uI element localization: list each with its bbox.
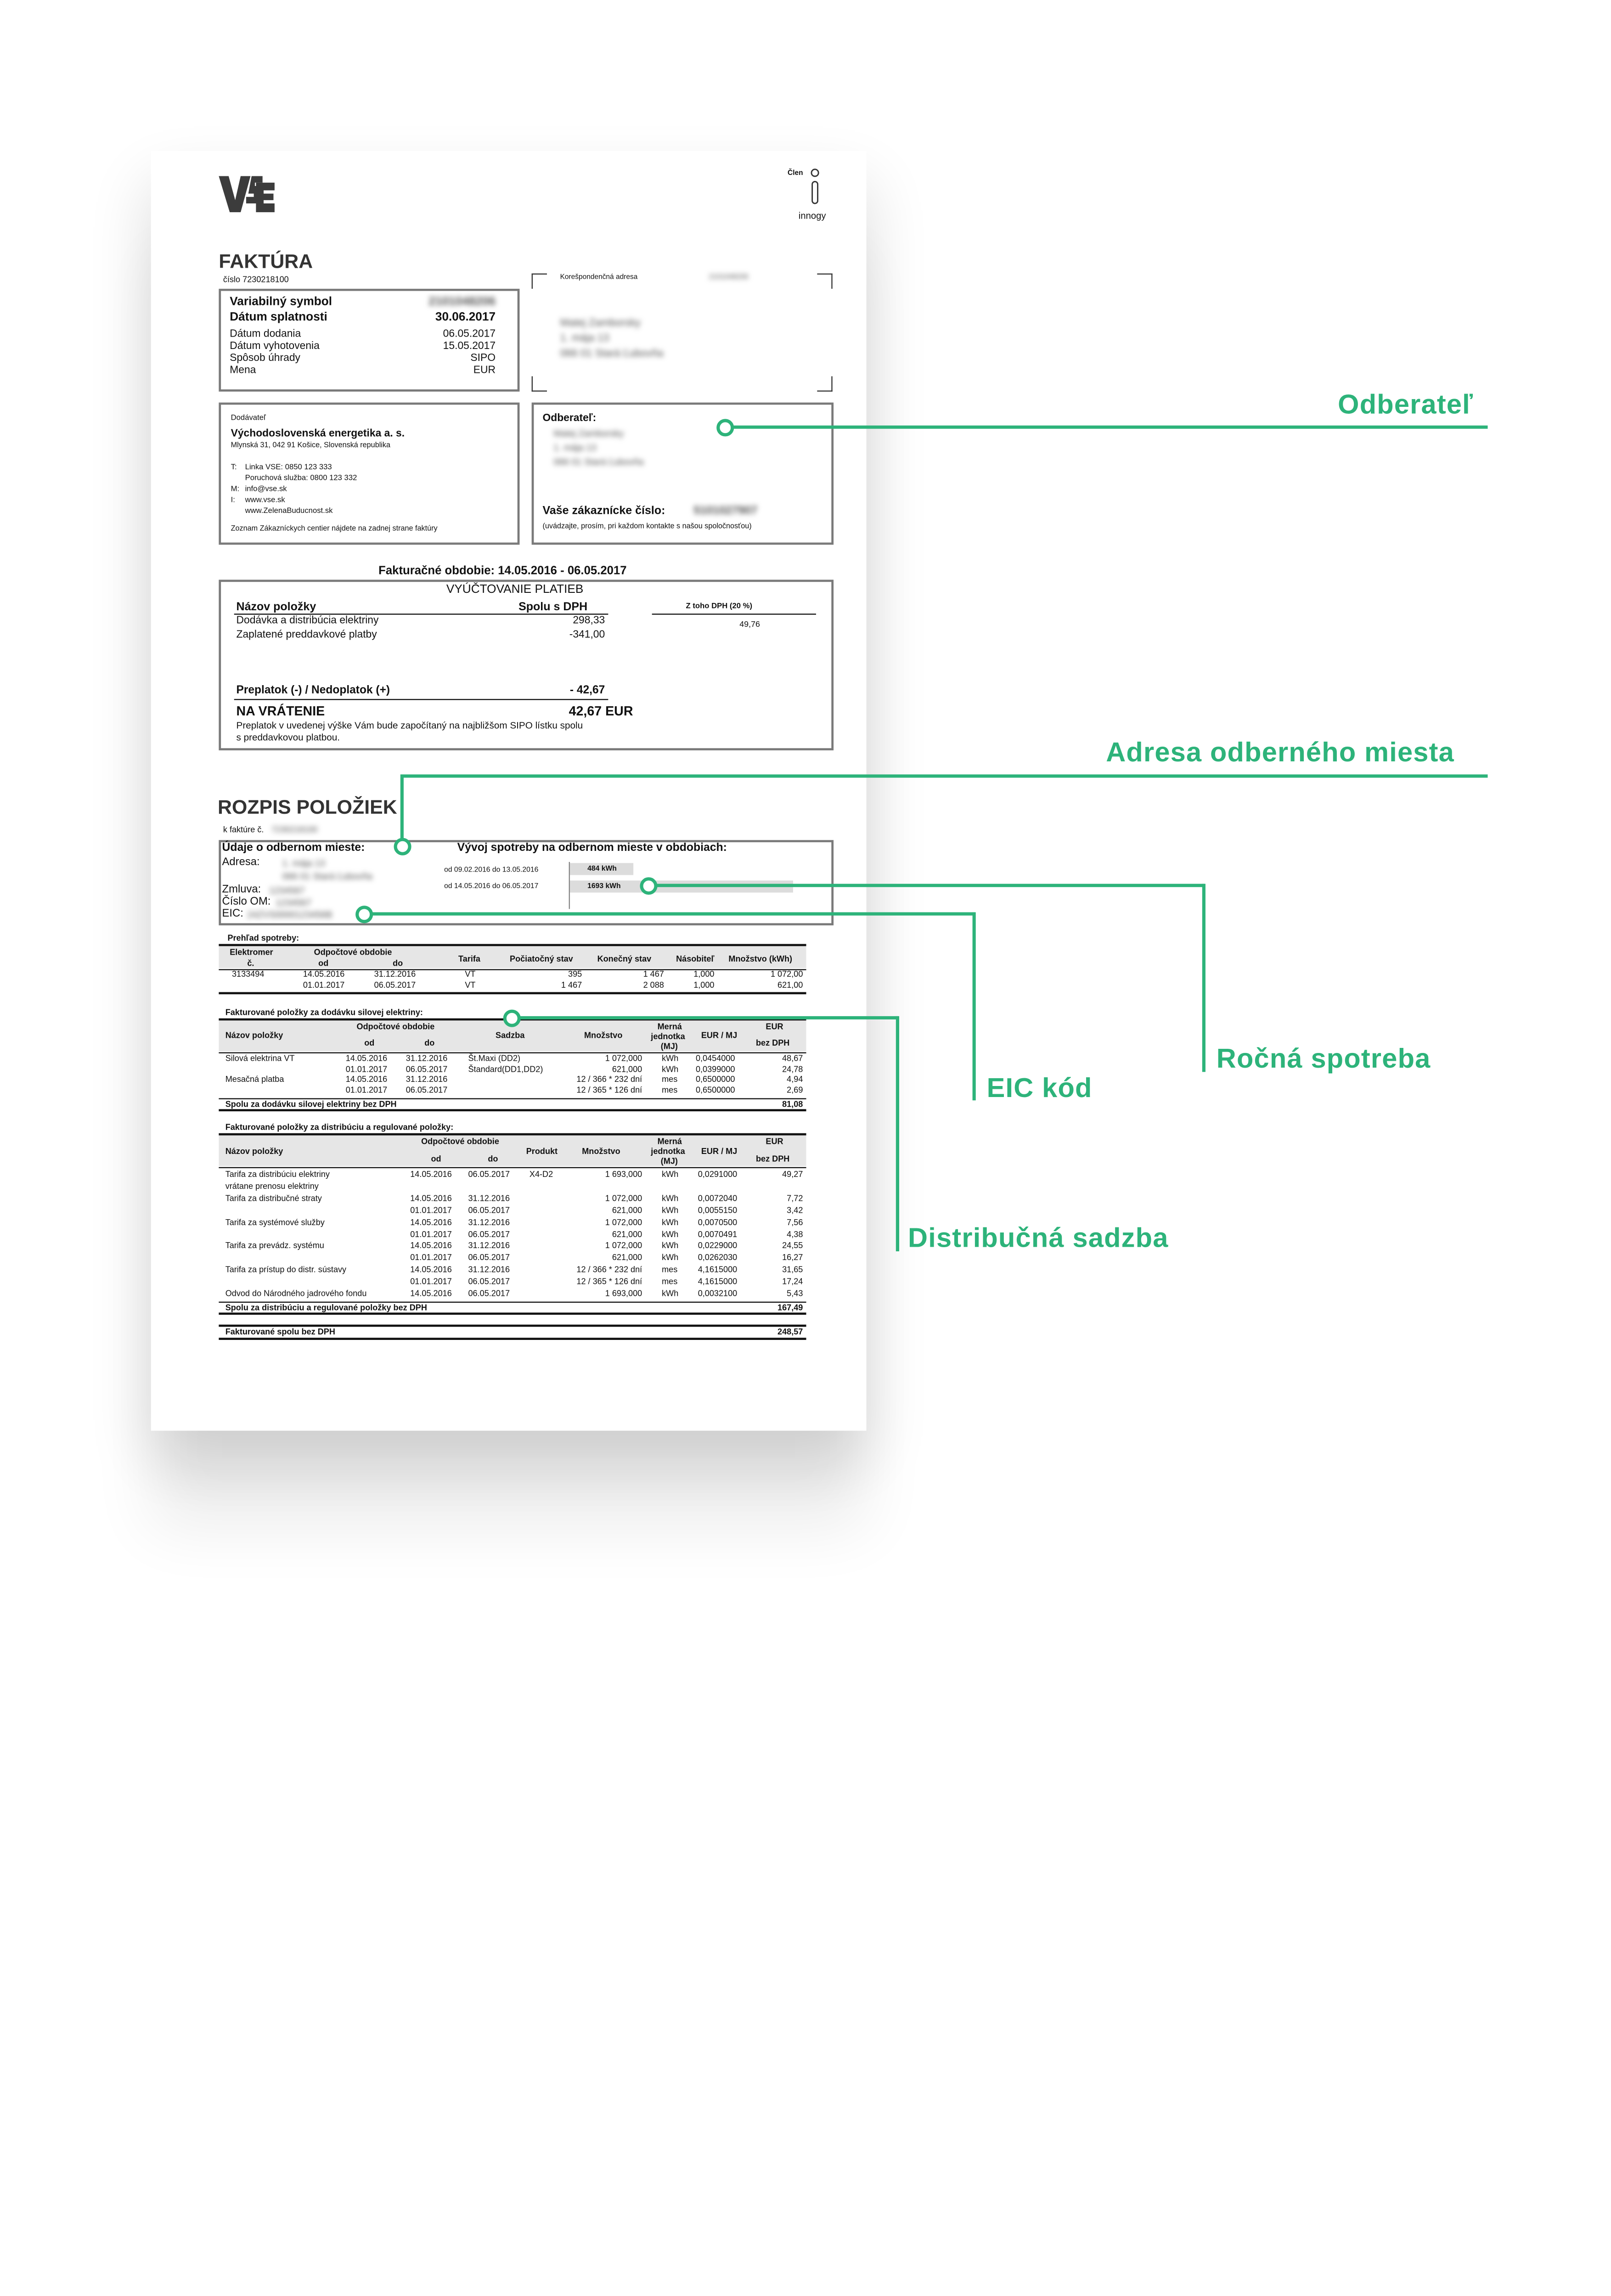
dist-r4-c0: Tarifa za systémové služby	[225, 1217, 325, 1227]
sup-r2-c6: 0,6500000	[695, 1074, 735, 1084]
grand-bottom-rule	[219, 1338, 806, 1340]
place-addr1: 1. mája 13	[282, 857, 325, 869]
supplier-fault-line: Poruchová služba: 0800 123 332	[245, 474, 357, 483]
items-ref: k faktúre č.	[223, 825, 264, 835]
sup-r0-c3: Št.Maxi (DD2)	[468, 1053, 521, 1064]
billing-row2-value: -341,00	[569, 629, 605, 641]
sup-r2-c1: 14.05.2016	[345, 1074, 388, 1084]
dist-r9-c2: 06.05.2017	[468, 1277, 510, 1287]
dist-r3-c1: 01.01.2017	[410, 1205, 452, 1215]
supply-h-rate: Sadzba	[496, 1030, 525, 1041]
billing-row2-name: Zaplatené preddavkové platby	[236, 629, 377, 641]
callout-annual-label: Ročná spotreba	[1216, 1043, 1431, 1075]
corner-bl	[532, 376, 547, 391]
dist-r7-c5: kWh	[662, 1253, 679, 1263]
cons-r1-c7: 621,00	[777, 979, 803, 990]
sup-r2-c5: mes	[662, 1074, 678, 1084]
dist-r2-c1: 14.05.2016	[410, 1193, 452, 1203]
dist-h-from: od	[431, 1154, 441, 1164]
dist-r9-c5: mes	[662, 1277, 678, 1287]
callout-rate-label: Distribučná sadzba	[908, 1223, 1169, 1254]
sup-r1-c5: kWh	[662, 1064, 679, 1074]
sup-r1-c4: 621,000	[612, 1064, 642, 1074]
supplier-hotline: Linka VSE: 0850 123 333	[245, 463, 332, 472]
sup-r0-c0: Silová elektrina VT	[225, 1053, 295, 1064]
dist-h-eurmj: EUR / MJ	[701, 1146, 738, 1156]
supplier-web2[interactable]: www.ZelenaBuducnost.sk	[245, 507, 333, 515]
corner-tr	[817, 274, 832, 289]
callout-rate-hline	[511, 1016, 898, 1019]
supplier-i-key: I:	[231, 496, 235, 505]
supply-h-eur: EUR	[766, 1021, 783, 1032]
supply-h-unit2: jednotka	[651, 1031, 685, 1041]
dist-r2-c2: 31.12.2016	[468, 1193, 510, 1203]
billing-col-total: Spolu s DPH	[518, 600, 588, 614]
dist-total-label: Spolu za distribúciu a regulované položky bez DPH	[225, 1302, 427, 1313]
dist-r4-c1: 14.05.2016	[410, 1217, 452, 1227]
callout-customer-label: Odberateľ	[1338, 389, 1474, 420]
dist-r4-c2: 31.12.2016	[468, 1217, 510, 1227]
billing-vat-rule	[652, 613, 816, 614]
dist-r0-c5: kWh	[662, 1169, 679, 1179]
supply-h-unit3: (MJ)	[660, 1041, 678, 1052]
dist-r0-c4: 1 693,000	[605, 1169, 642, 1179]
consumption-h-meter: Elektromer	[230, 947, 273, 957]
dist-h-unit3: (MJ)	[660, 1156, 678, 1166]
sup-r0-c4: 1 072,000	[605, 1053, 642, 1064]
customer-note: (uvádzajte, prosím, pri každom kontakte s našou spoločnosťou)	[542, 523, 752, 531]
consumption-title: Prehľad spotreby:	[227, 933, 299, 943]
payment-label: Spôsob úhrady	[230, 352, 300, 365]
dist-r1-c0: vrátane prenosu elektriny	[225, 1181, 319, 1191]
dist-r6-c1: 14.05.2016	[410, 1241, 452, 1251]
customer-label: Odberateľ:	[542, 412, 597, 425]
dist-r5-c4: 621,000	[612, 1229, 642, 1239]
supply-total-value: 81,08	[782, 1099, 803, 1109]
dist-r8-c7: 31,65	[782, 1265, 803, 1275]
billing-period: Fakturačné obdobie: 14.05.2016 - 06.05.2017	[378, 564, 627, 578]
billing-col-name: Názov položky	[236, 600, 316, 614]
cons-r1-c5: 2 088	[643, 979, 664, 990]
grand-total-label: Fakturované spolu bez DPH	[225, 1327, 335, 1337]
supply-h-name: Názov položky	[225, 1030, 283, 1041]
dist-r5-c2: 06.05.2017	[468, 1229, 510, 1239]
refund-label: NA VRÁTENIE	[236, 703, 325, 719]
consumption-h-qty: Množstvo (kWh)	[728, 954, 793, 964]
cons-r0-c0: 3133494	[231, 969, 265, 979]
place-om-label: Číslo OM:	[222, 895, 271, 908]
corr-line3: 066 01 Stará Ľubovňa	[560, 348, 664, 360]
dist-r3-c6: 0,0055150	[698, 1205, 738, 1215]
cons-r1-c3: VT	[465, 979, 476, 990]
refund-note2: s preddavkovou platbou.	[236, 732, 340, 743]
dist-r0-c3: X4-D2	[529, 1169, 553, 1179]
dist-r8-c0: Tarifa za prístup do distr. sústavy	[225, 1265, 347, 1275]
callout-customer-dot	[716, 419, 734, 436]
callout-eic-dot	[355, 906, 373, 923]
dist-r0-c6: 0,0291000	[698, 1169, 738, 1179]
place-addr2: 066 01 Stará Ľubovňa	[282, 871, 372, 882]
supplier-email[interactable]: info@vse.sk	[245, 485, 287, 494]
billing-col-vat: Z toho DPH (20 %)	[686, 602, 753, 611]
dist-r4-c5: kWh	[662, 1217, 679, 1227]
dist-h-qty: Množstvo	[582, 1146, 620, 1156]
dist-r7-c4: 621,000	[612, 1253, 642, 1263]
dist-bottom-rule	[219, 1312, 806, 1315]
billing-row1-vat: 49,76	[739, 619, 760, 629]
billing-row1-name: Dodávka a distribúcia elektriny	[236, 614, 379, 627]
dist-r2-c4: 1 072,000	[605, 1193, 642, 1203]
dist-r8-c6: 4,1615000	[698, 1265, 738, 1275]
customer-line1: Matej Zamborsky	[553, 428, 624, 439]
sup-r1-c7: 24,78	[782, 1064, 803, 1074]
dist-r10-c1: 14.05.2016	[410, 1288, 452, 1299]
sup-r1-c1: 01.01.2017	[345, 1064, 388, 1074]
billing-over-label: Preplatok (-) / Nedoplatok (+)	[236, 685, 390, 697]
callout-annual-hline	[648, 884, 1204, 887]
supply-h-unit1: Merná	[657, 1021, 682, 1032]
currency-value: EUR	[473, 364, 496, 377]
cons-r0-c5: 1 467	[643, 969, 664, 979]
dist-r6-c2: 31.12.2016	[468, 1241, 510, 1251]
sup-r1-c6: 0,0399000	[695, 1064, 735, 1074]
consumption-h-to: do	[393, 958, 403, 968]
supplier-box	[219, 403, 519, 545]
callout-address-dot	[394, 838, 411, 855]
dist-r2-c5: kWh	[662, 1193, 679, 1203]
consumption-h-end: Konečný stav	[597, 954, 652, 964]
delivery-label: Dátum dodania	[230, 328, 301, 340]
dist-r4-c7: 7,56	[787, 1217, 803, 1227]
dist-r5-c5: kWh	[662, 1229, 679, 1239]
cons-r1-c6: 1,000	[693, 979, 715, 990]
sup-r0-c2: 31.12.2016	[406, 1053, 448, 1064]
dist-h-to: do	[488, 1154, 498, 1164]
dist-r10-c4: 1 693,000	[605, 1288, 642, 1299]
supply-bottom-rule	[219, 1109, 806, 1111]
trend-p2: od 14.05.2016 do 06.05.2017	[444, 883, 539, 890]
dist-r7-c2: 06.05.2017	[468, 1253, 510, 1263]
supplier-m-key: M:	[231, 485, 240, 494]
cons-r0-c4: 395	[568, 969, 582, 979]
supplier-address: Mlynská 31, 042 91 Košice, Slovenská republika	[231, 442, 391, 450]
cons-r0-c3: VT	[465, 969, 476, 979]
cons-r1-c4: 1 467	[561, 979, 582, 990]
corner-tl	[532, 274, 547, 289]
dist-r10-c6: 0,0032100	[698, 1288, 738, 1299]
sup-r3-c6: 0,6500000	[695, 1084, 735, 1095]
delivery-value: 06.05.2017	[443, 328, 496, 340]
dist-h-product: Produkt	[526, 1146, 558, 1156]
currency-label: Mena	[230, 364, 256, 377]
dist-r10-c5: kWh	[662, 1288, 679, 1299]
customer-line3: 066 01 Stará Ľubovňa	[553, 456, 644, 467]
corner-br	[817, 376, 832, 391]
sup-r0-c7: 48,67	[782, 1053, 803, 1064]
dist-r2-c0: Tarifa za distribučné straty	[225, 1193, 322, 1203]
issue-value: 15.05.2017	[443, 340, 496, 353]
supplier-name: Východoslovenská energetika a. s.	[231, 428, 405, 440]
supply-total-label: Spolu za dodávku silovej elektriny bez DPH	[225, 1099, 397, 1109]
consumption-h-from: od	[318, 958, 329, 968]
member-label: Člen	[788, 169, 803, 177]
dist-r3-c2: 06.05.2017	[468, 1205, 510, 1215]
dist-r6-c6: 0,0229000	[698, 1241, 738, 1251]
callout-address-hline	[401, 774, 1487, 777]
cons-r0-c1: 14.05.2016	[303, 969, 345, 979]
refund-note1: Preplatok v uvedenej výške Vám bude započítaný na najbližšom SIPO lístku spolu	[236, 720, 583, 731]
dist-r6-c5: kWh	[662, 1241, 679, 1251]
dist-r10-c0: Odvod do Národného jadrového fondu	[225, 1288, 367, 1299]
sup-r3-c5: mes	[662, 1084, 678, 1095]
consumption-h-meter2: č.	[247, 958, 254, 968]
trend-p2-value: 1693 kWh	[587, 883, 621, 890]
callout-annual-dot	[640, 877, 657, 895]
due-label: Dátum splatnosti	[230, 310, 327, 324]
cons-r0-c6: 1,000	[693, 969, 715, 979]
dist-r5-c7: 4,38	[787, 1229, 803, 1239]
dist-r4-c4: 1 072,000	[605, 1217, 642, 1227]
grand-total-value: 248,57	[777, 1327, 803, 1337]
consumption-h-mult: Násobiteľ	[676, 954, 715, 964]
supply-h-eurmj: EUR / MJ	[701, 1030, 738, 1041]
sup-r2-c7: 4,94	[787, 1074, 803, 1084]
dist-h-unit1: Merná	[657, 1136, 682, 1147]
callout-rate-dot	[503, 1010, 521, 1027]
invoice-number: číslo 7230218100	[223, 274, 289, 285]
trend-p1: od 09.02.2016 do 13.05.2016	[444, 866, 539, 874]
customer-number-value: 5101027907	[693, 504, 758, 518]
supplier-web[interactable]: www.vse.sk	[245, 496, 285, 505]
corr-code: 2101048206	[709, 273, 749, 281]
var-symbol-value: 2101048206	[428, 295, 496, 309]
cons-r1-c1: 01.01.2017	[303, 979, 345, 990]
supply-h-from: od	[364, 1038, 375, 1048]
cons-r0-c2: 31.12.2016	[374, 969, 416, 979]
sup-r0-c5: kWh	[662, 1053, 679, 1064]
consumption-h-tariff: Tarifa	[458, 954, 480, 964]
dist-r2-c6: 0,0072040	[698, 1193, 738, 1203]
supplier-t-key: T:	[231, 463, 237, 472]
dist-r0-c7: 49,27	[782, 1169, 803, 1179]
vse-logo	[218, 175, 277, 214]
place-contract-value: 1234567	[269, 885, 305, 896]
place-eic-label: EIC:	[222, 908, 243, 920]
due-value: 30.06.2017	[435, 310, 496, 324]
payment-value: SIPO	[470, 352, 496, 365]
callout-annual-vline	[1202, 884, 1205, 1072]
sup-r1-c2: 06.05.2017	[406, 1064, 448, 1074]
dist-r6-c4: 1 072,000	[605, 1241, 642, 1251]
partner-name: innogy	[798, 210, 826, 221]
dist-r8-c5: mes	[662, 1265, 678, 1275]
dist-r6-c7: 24,55	[782, 1241, 803, 1251]
dist-r3-c7: 3,42	[787, 1205, 803, 1215]
supply-h-qty: Množstvo	[584, 1030, 623, 1041]
items-ref-value: 7230218100	[271, 825, 318, 835]
callout-eic-hline	[363, 912, 975, 916]
callout-address-vline	[400, 774, 404, 846]
callout-rate-vline	[896, 1016, 899, 1251]
customer-line2: 1. mája 13	[553, 442, 597, 453]
billing-over-rule	[234, 699, 608, 700]
dist-r7-c1: 01.01.2017	[410, 1253, 452, 1263]
dist-r0-c1: 14.05.2016	[410, 1169, 452, 1179]
corr-label: Korešpondenčná adresa	[560, 273, 638, 281]
dist-r7-c6: 0,0262030	[698, 1253, 738, 1263]
callout-eic-vline	[973, 912, 976, 1101]
supply-h-period: Odpočtové obdobie	[356, 1021, 435, 1032]
trend-label: Vývoj spotreby na odbernom mieste v obdobiach:	[457, 842, 727, 855]
dist-r2-c7: 7,72	[787, 1193, 803, 1203]
dist-r3-c5: kWh	[662, 1205, 679, 1215]
dist-h-eur2: bez DPH	[755, 1154, 790, 1164]
dist-r8-c4: 12 / 366 * 232 dní	[576, 1265, 642, 1275]
customer-number-label: Vaše zákaznícke číslo:	[542, 504, 665, 518]
dist-r9-c1: 01.01.2017	[410, 1277, 452, 1287]
consumption-bottom-rule	[219, 992, 806, 994]
sup-r1-c3: Štandard(DD1,DD2)	[468, 1064, 543, 1074]
dist-r8-c2: 31.12.2016	[468, 1265, 510, 1275]
dist-total-value: 167,49	[777, 1302, 803, 1313]
dist-r9-c6: 4,1615000	[698, 1277, 738, 1287]
var-symbol-label: Variabilný symbol	[230, 295, 332, 309]
sup-r2-c4: 12 / 366 * 232 dní	[576, 1074, 642, 1084]
callout-customer-line	[725, 426, 1487, 429]
dist-r3-c4: 621,000	[612, 1205, 642, 1215]
dist-h-name: Názov položky	[225, 1146, 283, 1156]
billing-over-value: - 42,67	[569, 685, 605, 697]
trend-p1-value: 484 kWh	[587, 865, 617, 873]
sup-r0-c1: 14.05.2016	[345, 1053, 388, 1064]
consumption-h-start: Počiatočný stav	[510, 954, 573, 964]
sup-r3-c4: 12 / 365 * 126 dní	[576, 1084, 642, 1095]
callout-eic-label: EIC kód	[986, 1073, 1093, 1104]
place-om-value: 1234567	[276, 897, 311, 908]
billing-row1-value: 298,33	[573, 614, 605, 627]
dist-h-eur: EUR	[766, 1136, 783, 1147]
place-contract-label: Zmluva:	[222, 884, 261, 896]
dist-r4-c6: 0,0070500	[698, 1217, 738, 1227]
supply-title: Fakturované položky za dodávku silovej elektriny:	[225, 1007, 423, 1018]
sup-r3-c7: 2,69	[787, 1084, 803, 1095]
sup-r2-c2: 31.12.2016	[406, 1074, 448, 1084]
place-eic-value: 24ZVS0000123456B	[247, 909, 332, 920]
sup-r2-c0: Mesačná platba	[225, 1074, 284, 1084]
sup-r3-c1: 01.01.2017	[345, 1084, 388, 1095]
supply-h-to: do	[424, 1038, 435, 1048]
consumption-h-period: Odpočtové obdobie	[314, 947, 392, 957]
dist-r0-c0: Tarifa za distribúciu elektriny	[225, 1169, 330, 1179]
dist-r6-c0: Tarifa za prevádz. systému	[225, 1241, 324, 1251]
cons-r0-c7: 1 072,00	[770, 969, 803, 979]
dist-h-unit2: jednotka	[651, 1146, 685, 1156]
dist-title: Fakturované položky za distribúciu a regulované položky:	[225, 1122, 454, 1132]
dist-r0-c2: 06.05.2017	[468, 1169, 510, 1179]
dist-r7-c7: 16,27	[782, 1253, 803, 1263]
dist-r9-c4: 12 / 365 * 126 dní	[576, 1277, 642, 1287]
invoice-title: FAKTÚRA	[219, 250, 313, 273]
innogy-icon	[807, 167, 822, 207]
dist-h-period: Odpočtové obdobie	[421, 1136, 499, 1147]
dist-r9-c7: 17,24	[782, 1277, 803, 1287]
place-label: Údaje o odbernom mieste:	[222, 842, 365, 855]
supply-h-eur2: bez DPH	[755, 1038, 790, 1048]
refund-value: 42,67 EUR	[569, 703, 633, 719]
dist-header-rule	[219, 1167, 806, 1168]
issue-label: Dátum vyhotovenia	[230, 340, 320, 353]
sup-r0-c6: 0,0454000	[695, 1053, 735, 1064]
callout-address-label: Adresa odberného miesta	[1106, 737, 1454, 768]
dist-r10-c2: 06.05.2017	[468, 1288, 510, 1299]
dist-r5-c1: 01.01.2017	[410, 1229, 452, 1239]
billing-title: VYÚČTOVANIE PLATIEB	[446, 583, 584, 597]
corr-line1: Matej Zamborsky	[560, 317, 641, 329]
corr-line2: 1. mája 13	[560, 332, 609, 345]
cons-r1-c2: 06.05.2017	[374, 979, 416, 990]
sup-r3-c2: 06.05.2017	[406, 1084, 448, 1095]
dist-r8-c1: 14.05.2016	[410, 1265, 452, 1275]
place-addr-label: Adresa:	[222, 856, 260, 869]
dist-r5-c6: 0,0070491	[698, 1229, 738, 1239]
dist-r10-c7: 5,43	[787, 1288, 803, 1299]
items-title: ROZPIS POLOŽIEK	[218, 796, 397, 818]
supplier-label: Dodávateľ	[231, 414, 266, 422]
supplier-note: Zoznam Zákazníckych centier nájdete na zadnej strane faktúry	[231, 525, 438, 533]
